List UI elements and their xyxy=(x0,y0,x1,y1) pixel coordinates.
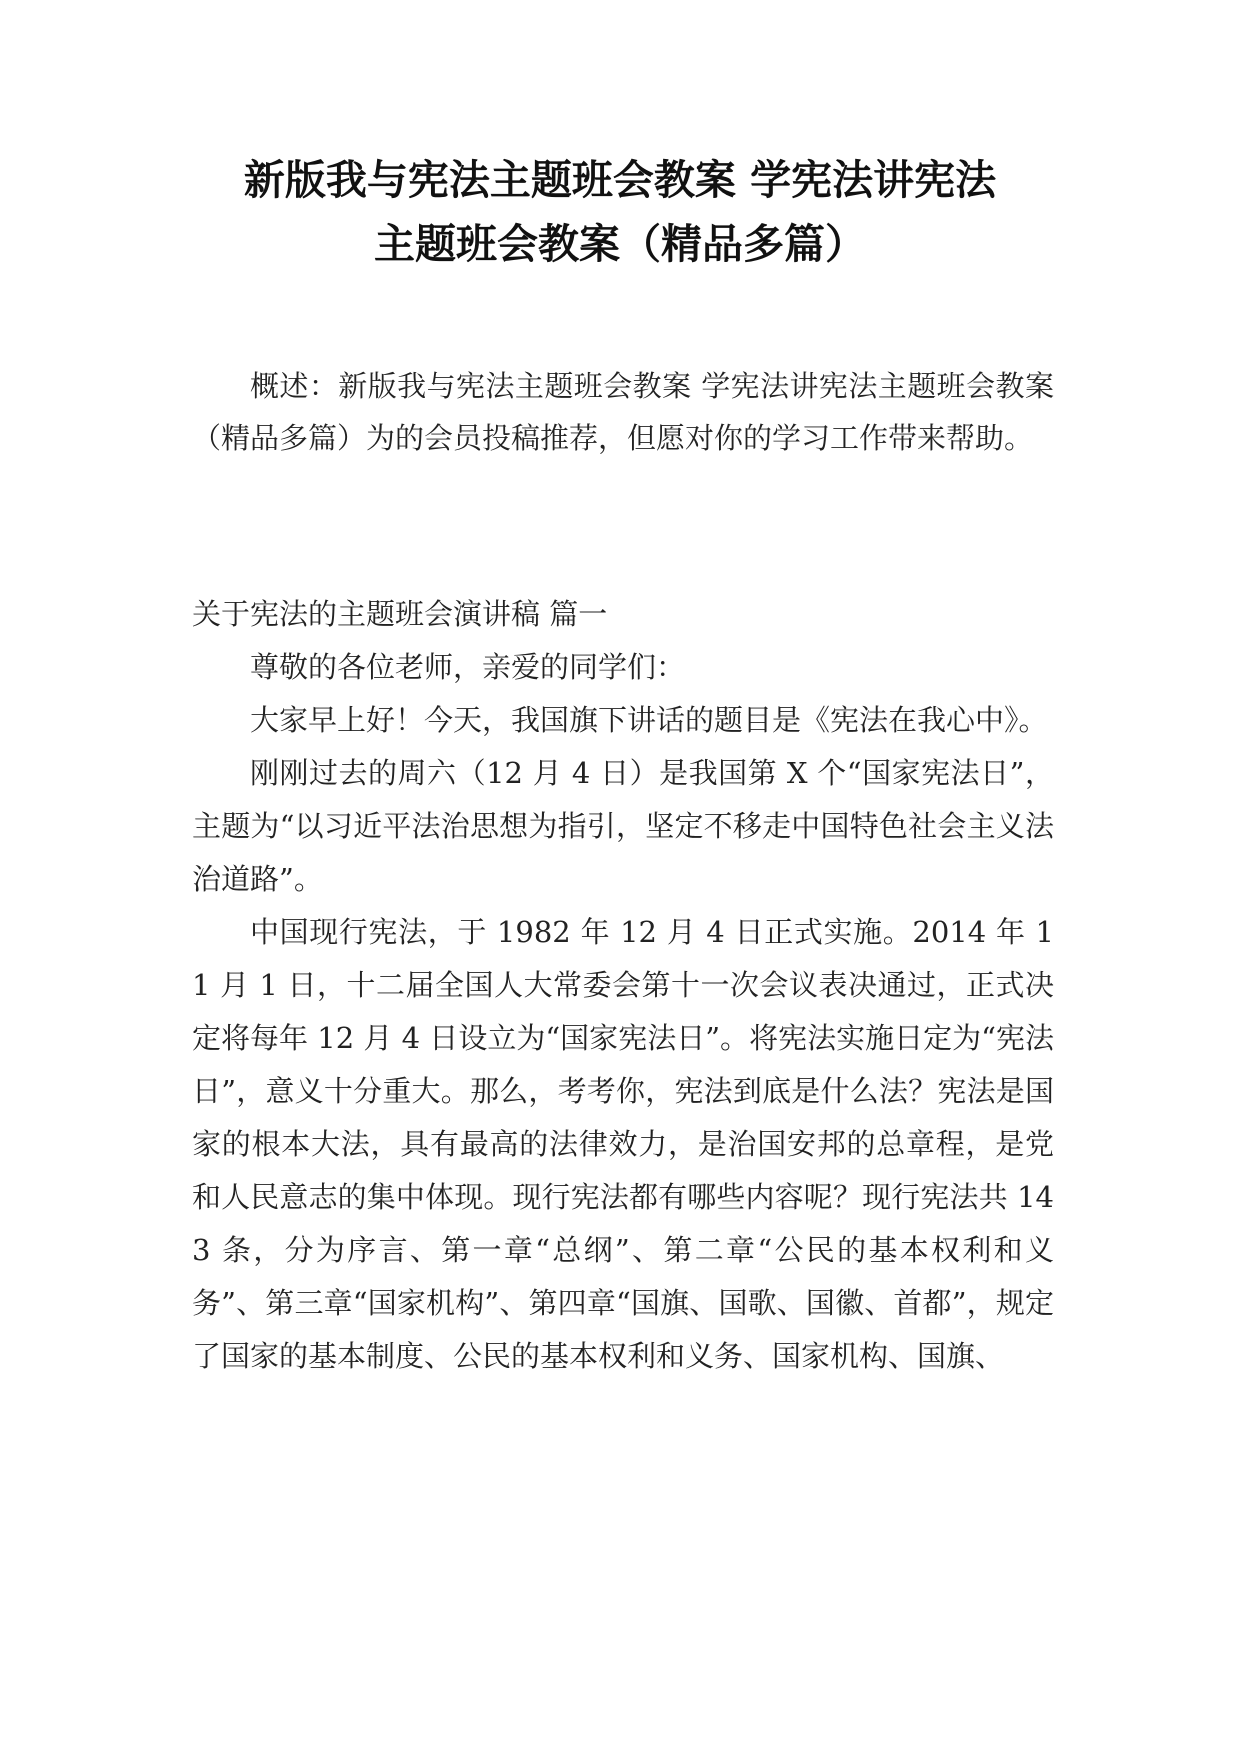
paragraph-greeting: 尊敬的各位老师，亲爱的同学们： xyxy=(250,650,686,684)
summary-block xyxy=(192,360,1054,464)
summary-paragraph: 概述：新版我与宪法主题班会教案 学宪法讲宪法主题班会教案（精品多篇）为的会员投稿推荐，但愿对你的学习工作带来帮助。 xyxy=(192,369,1054,455)
paragraph-intro: 大家早上好！今天，我国旗下讲话的题目是《宪法在我心中》。 xyxy=(250,703,1048,737)
paragraph-constitution-history: 中国现行宪法，于 1982 年 12 月 4 日正式实施。2014 年 11 月 1 日，十二届全国人大常委会第十一次会议表决通过，正式决定将每年 12 月 4 日设立为“国家宪法日”。将宪法实施日定为“宪法日”，意义十分重大。那么，考考你，宪法到底是什么法？宪法是国家的根本大法，具有最高的法律效力，是治国安邦的总章程，是党和人民意志的集中体现。现行宪法都有哪些内容呢？现行宪法共 143 条，分为序言、第一章“总纲”、第二章“公民的基本权利和义务”、第三章“国家机构”、第四章“国旗、国歌、国徽、首都”，规定了国家的基本制度、公民的基本权利和义务、国家机构、国旗、 xyxy=(192,915,1054,1373)
content-block xyxy=(192,588,1054,1383)
section-heading: 关于宪法的主题班会演讲稿 篇一 xyxy=(192,597,608,631)
title-line-2: 主题班会教案（精品多篇） xyxy=(374,220,866,268)
paragraph-constitution-day: 刚刚过去的周六（12 月 4 日）是我国第 X 个“国家宪法日”，主题为“以习近平法治思想为指引，坚定不移走中国特色社会主义法治道路”。 xyxy=(192,756,1054,896)
title-line-1: 新版我与宪法主题班会教案 学宪法讲宪法 xyxy=(243,156,997,204)
document-title xyxy=(150,148,1090,276)
